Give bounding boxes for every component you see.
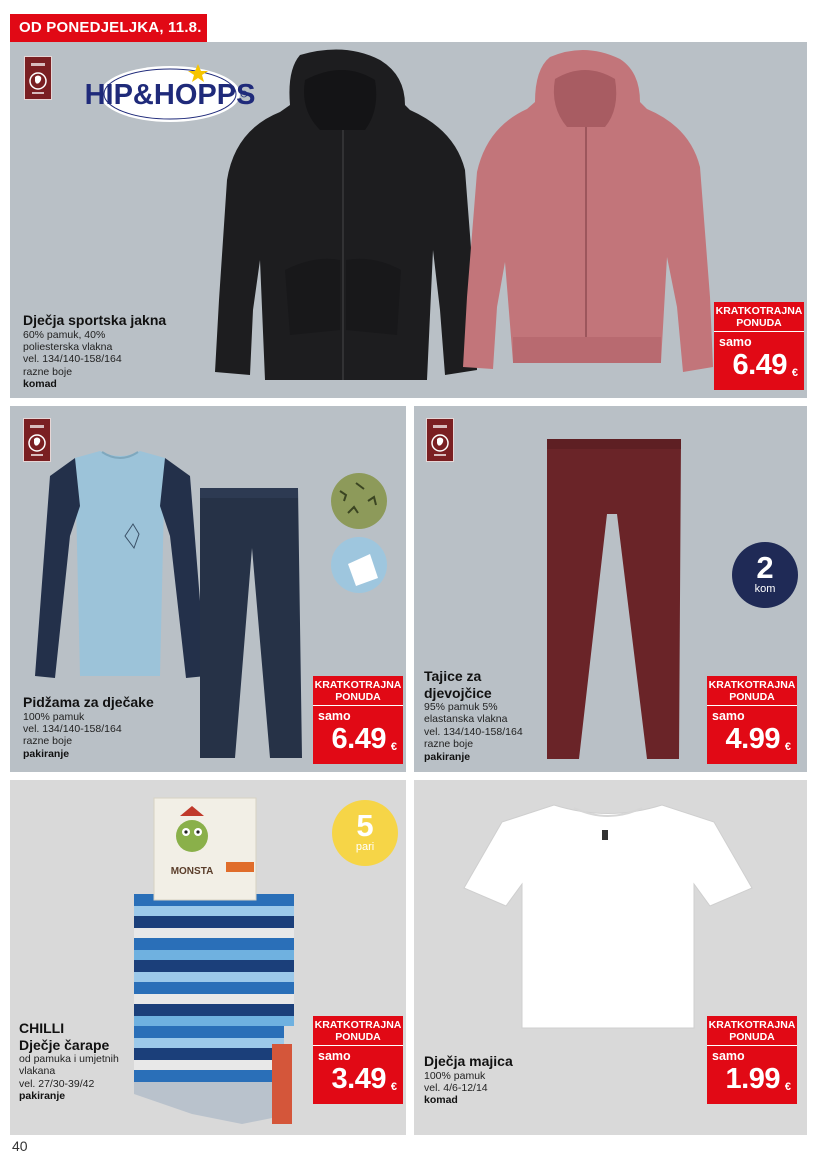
leggings-price-box[interactable] [707,676,797,764]
product-detail: vel. 134/140-158/164 [424,725,523,738]
pattern-swatch-blue [328,534,390,596]
tshirt-info [424,1053,513,1107]
leggings-info [424,668,523,763]
quantity-badge [332,800,398,866]
pink-hoodie-image [455,47,725,387]
offer-tag: KRATKOTRAJNA PONUDA [707,1016,797,1046]
offer-tag: KRATKOTRAJNA PONUDA [313,676,403,706]
product-name: Dječje čarape [19,1036,110,1053]
brand-logo-text: HIP&HOPPS [84,79,256,111]
currency-symbol: € [784,1081,791,1093]
socks-package-image [122,794,322,1129]
price-value: 4.99 [725,723,780,755]
certification-badge-icon [24,56,52,100]
price-value: 3.49 [331,1063,386,1095]
black-hoodie-image [205,50,485,390]
quantity-badge [732,542,798,608]
leggings-panel[interactable] [414,406,807,772]
pyjama-shirt-image [30,446,210,686]
product-name: djevojčice [424,684,492,701]
white-tshirt-image [462,800,754,1032]
samo-label: samo [318,709,351,723]
jacket-price-box[interactable] [714,302,804,390]
product-detail: poliesterska vlakna [23,340,113,353]
product-detail: 100% pamuk [424,1069,486,1082]
product-detail: vel. 134/140-158/164 [23,722,122,735]
product-detail: vel. 4/6-12/14 [424,1081,488,1094]
package-label: MONSTA [170,866,214,877]
jacket-panel[interactable] [10,42,807,398]
product-name: Dječja majica [424,1053,513,1069]
offer-tag: KRATKOTRAJNA PONUDA [714,302,804,332]
product-detail: 100% pamuk [23,710,85,723]
tshirt-price-box[interactable] [707,1016,797,1104]
product-detail: elastanska vlakna [424,713,508,726]
price-value: 6.49 [732,349,787,381]
socks-price-box[interactable] [313,1016,403,1104]
product-detail: vel. 27/30-39/42 [19,1077,95,1090]
product-detail: razne boje [424,738,474,751]
price-value: 1.99 [725,1063,780,1095]
page-number: 40 [12,1138,28,1154]
currency-symbol: € [791,367,798,379]
product-detail: razne boje [23,365,73,378]
socks-info [19,1020,119,1103]
pattern-swatch-green [328,471,390,531]
jacket-info [23,312,166,390]
product-detail: vel. 134/140-158/164 [23,353,122,366]
tshirt-panel[interactable] [414,780,807,1135]
badge-unit: kom [754,583,776,595]
pyjama-panel[interactable] [10,406,406,772]
pyjama-info [23,694,154,760]
product-name: Dječja sportska jakna [23,312,167,328]
product-detail: 60% pamuk, 40% [23,328,106,341]
pyjama-trousers-image [190,488,310,768]
currency-symbol: € [784,741,791,753]
product-unit: komad [23,378,57,391]
product-detail: 95% pamuk 5% [424,701,498,714]
product-unit: pakiranje [19,1090,66,1103]
offer-tag: KRATKOTRAJNA PONUDA [313,1016,403,1046]
price-value: 6.49 [331,723,386,755]
product-detail: od pamuka i umjetnih [19,1053,119,1066]
product-detail: razne boje [23,735,73,748]
offer-tag: KRATKOTRAJNA PONUDA [707,676,797,706]
product-brand: CHILLI [19,1020,65,1036]
samo-label: samo [712,1049,745,1063]
currency-symbol: € [390,1081,397,1093]
leggings-image [539,434,689,764]
date-banner: OD PONEDJELJKA, 11.8. [10,14,207,42]
socks-panel[interactable] [10,780,406,1135]
certification-badge-icon [426,418,454,462]
product-unit: pakiranje [23,747,70,760]
currency-symbol: € [390,741,397,753]
badge-number: 5 [356,808,374,843]
pyjama-price-box[interactable] [313,676,403,764]
badge-unit: pari [355,841,375,853]
product-unit: pakiranje [424,750,471,763]
product-unit: komad [424,1094,458,1107]
badge-number: 2 [756,550,774,585]
product-name: Tajice za [424,668,482,684]
samo-label: samo [318,1049,351,1063]
samo-label: samo [712,709,745,723]
product-name: Pidžama za dječake [23,694,154,710]
product-detail: vlakana [19,1065,56,1078]
samo-label: samo [719,335,752,349]
